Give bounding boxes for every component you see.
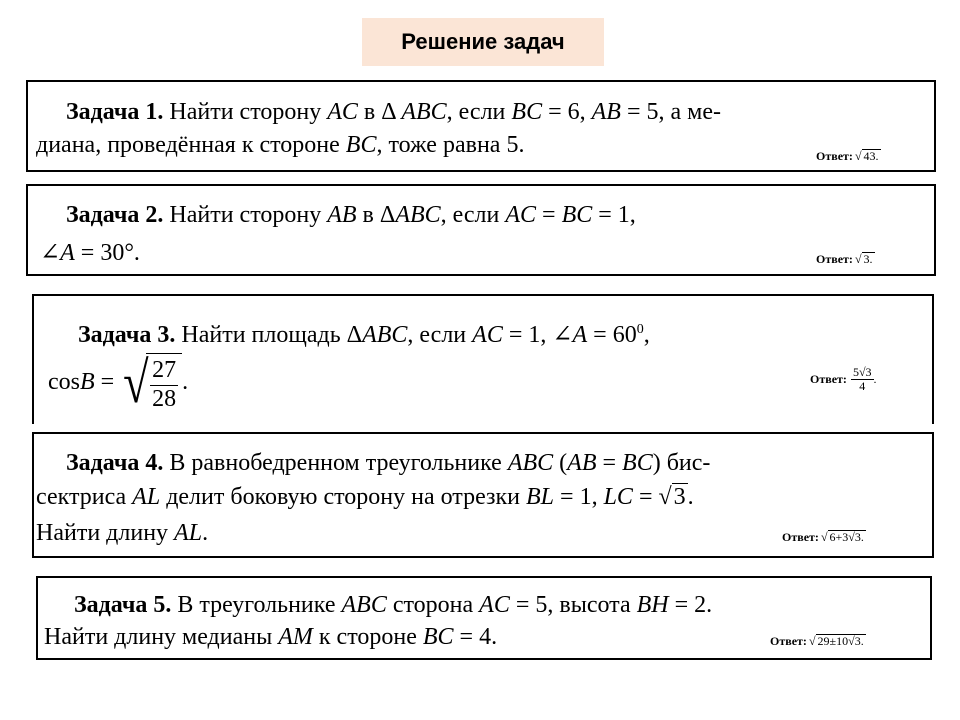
sqrt-icon: √: [808, 634, 816, 648]
problem-1-text: Найти сторону: [163, 99, 328, 125]
problem-2-text: =: [536, 202, 562, 228]
problem-2-text: в Δ: [356, 202, 396, 228]
answer-label: Ответ:: [770, 634, 807, 648]
problem-3-radicand: [146, 353, 182, 414]
problem-2-line-1: [66, 198, 636, 232]
problem-4-text: В равнобедренном треугольнике: [163, 450, 508, 476]
problem-1-var: BC: [511, 99, 543, 125]
problem-3-line-1: [78, 313, 650, 352]
problem-5-text: В треугольнике: [171, 592, 342, 618]
angle-icon: ∠: [40, 240, 61, 266]
problem-4-var: ABC: [507, 450, 554, 476]
problem-5-text: к стороне: [312, 624, 423, 650]
problem-2-label: Задача 2.: [66, 202, 164, 228]
sqrt-icon: √: [658, 484, 672, 510]
problem-5-text: Найти длину медианы: [44, 624, 279, 650]
problem-2-var: A: [60, 240, 75, 266]
problem-1-label: Задача 1.: [66, 99, 164, 125]
problem-1-var: ABC: [401, 99, 447, 125]
problem-3-answer-fraction: [851, 366, 874, 392]
problem-1-text: = 5, а ме-: [620, 99, 721, 125]
problem-5-line-2: [44, 620, 497, 654]
degree-superscript: 0: [636, 322, 644, 337]
problem-4-text: ) бис-: [652, 450, 711, 476]
problem-4-var: AL: [132, 484, 161, 510]
problem-2-answer-value: 3.: [863, 252, 873, 267]
problem-5-text: = 4.: [453, 624, 498, 650]
answer-label: Ответ:: [816, 252, 853, 266]
problem-4-var: AL: [174, 520, 203, 546]
problem-1-text: , тоже равна 5.: [376, 132, 525, 158]
problem-4-text: Найти длину: [36, 520, 175, 546]
problem-4-answer: [778, 528, 870, 547]
answer-label: Ответ:: [810, 371, 847, 386]
problem-1-text: , если: [446, 99, 512, 125]
problem-4-text: =: [596, 450, 623, 476]
problem-3-text: ,: [643, 322, 650, 348]
problem-2-text: = 30°.: [74, 240, 140, 266]
fraction-numerator: 27: [150, 357, 178, 386]
problem-4-var: BC: [622, 450, 653, 476]
sqrt-icon: √: [123, 350, 149, 416]
problem-2-var: AC: [505, 202, 537, 228]
problem-3-text: , если: [407, 322, 473, 348]
problem-3-text: =: [94, 369, 121, 395]
problem-5-text: = 2.: [668, 592, 713, 618]
answer-label: Ответ:: [816, 149, 853, 163]
problem-4-text: =: [632, 484, 659, 510]
problem-4-text: .: [202, 520, 209, 546]
problem-5-answer-value: 29±10√3.: [817, 634, 864, 649]
problem-2-var: AB: [327, 202, 357, 228]
problem-5-text: сторона: [386, 592, 480, 618]
problem-1-line-1: [66, 95, 721, 129]
problem-5-var: BH: [636, 592, 669, 618]
problem-2-var: ABC: [395, 202, 441, 228]
problem-5-var: BC: [422, 624, 454, 650]
problem-3-text: Найти площадь Δ: [175, 322, 363, 348]
problem-1-answer: [812, 147, 885, 166]
problem-1-text: диана, проведённая к стороне: [36, 132, 346, 158]
problem-2-text: Найти сторону: [163, 202, 328, 228]
problem-5-text: = 5, высота: [509, 592, 637, 618]
sqrt-icon: √: [820, 530, 828, 544]
problem-3-label: Задача 3.: [78, 322, 176, 348]
problem-1-text: = 6,: [542, 99, 592, 125]
problem-4-text: (: [553, 450, 568, 476]
problem-4-answer-value: 6+3√3.: [829, 530, 864, 545]
problem-4-radicand: 3: [673, 484, 686, 510]
problem-4-line-3: [36, 516, 208, 550]
problem-3-text: .: [182, 369, 189, 395]
problem-4-var: LC: [603, 484, 633, 510]
problem-1-var: AC: [327, 99, 358, 125]
problem-1-line-2: [36, 128, 524, 162]
problem-3-answer: [806, 364, 881, 394]
problem-4-text: сектриса: [36, 484, 133, 510]
sqrt-icon: √: [854, 149, 862, 163]
problem-3-var: ABC: [362, 322, 408, 348]
problem-3-text: = 1, ∠: [502, 322, 573, 348]
problem-5-var: AC: [479, 592, 510, 618]
problem-4-var: AB: [567, 450, 597, 476]
problem-4-line-2: [36, 480, 694, 514]
fraction-denominator: 4: [859, 378, 866, 393]
problem-5-var: ABC: [341, 592, 387, 618]
problem-2-text: = 1,: [592, 202, 636, 228]
problem-3-text: = 60: [587, 322, 637, 348]
problem-4-label: Задача 4.: [66, 450, 164, 476]
problem-3-answer-period: .: [873, 371, 877, 386]
problem-3-line-2: [48, 352, 188, 414]
problem-4-var: BL: [526, 484, 555, 510]
problem-2-text: , если: [440, 202, 506, 228]
fraction-numerator: 5√3: [852, 365, 872, 379]
problem-1-var: AB: [591, 99, 621, 125]
problem-3-text: cos: [48, 369, 80, 395]
problem-4-line-1: [66, 446, 710, 480]
problem-3-var: AC: [472, 322, 503, 348]
problem-3-fraction: [150, 357, 178, 413]
problem-4-text: = 1,: [554, 484, 604, 510]
problem-2-line-2: [40, 236, 140, 270]
slide-title: Решение задач: [362, 18, 604, 66]
problem-5-var: AM: [278, 624, 313, 650]
problem-5-answer: [766, 632, 870, 651]
fraction-denominator: 28: [152, 385, 177, 412]
sqrt-icon: √: [854, 252, 862, 266]
problem-3-var: B: [80, 369, 95, 395]
problem-4-text: делит боковую сторону на отрезки: [160, 484, 527, 510]
answer-label: Ответ:: [782, 530, 819, 544]
problem-5-line-1: [74, 588, 712, 622]
problem-5-label: Задача 5.: [74, 592, 172, 618]
problem-1-answer-value: 43.: [863, 149, 879, 164]
problem-4-text: .: [687, 484, 694, 510]
problem-1-var: BC: [345, 132, 377, 158]
problem-1-text: в Δ: [357, 99, 402, 125]
problem-2-answer: [812, 250, 879, 269]
problem-2-var: BC: [561, 202, 593, 228]
problem-3-var: A: [572, 322, 588, 348]
